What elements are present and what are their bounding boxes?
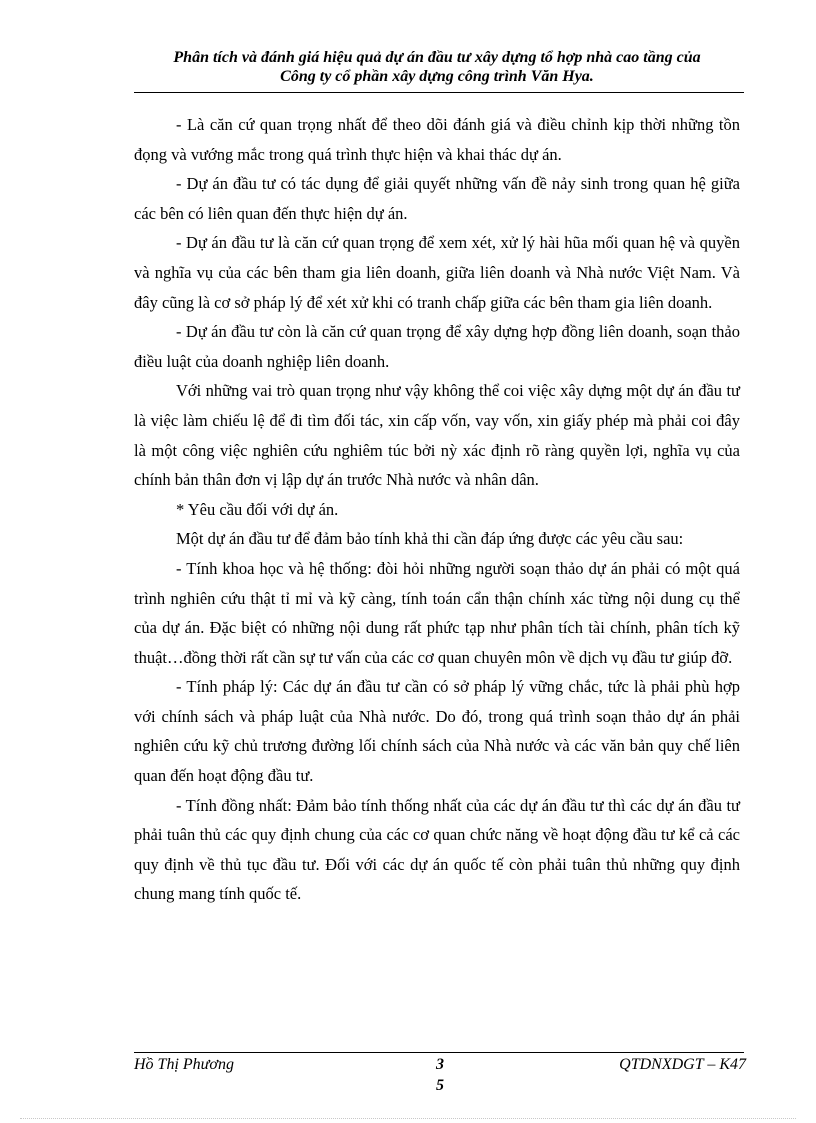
page-number-top: 3 [436, 1056, 444, 1073]
header-divider [134, 92, 744, 93]
document-body [134, 110, 740, 909]
page-header [130, 48, 744, 86]
paragraph-requirements-intro: Một dự án đầu tư để đảm bảo tính khả thi cần đáp ứng được các yêu cầu sau: [176, 529, 684, 549]
paragraph-contract-basis: - Dự án đầu tư còn là căn cứ quan trọng để xây dựng hợp đồng liên doanh, soạn thảo điều luật của doanh nghiệp liên doanh. [134, 322, 740, 371]
page-number-bottom: 5 [436, 1077, 444, 1094]
paragraph-scientific-systematic: - Tính khoa học và hệ thống: đòi hỏi những người soạn thảo dự án phải có một quá trình nghiên cứu thật tỉ mỉ và kỹ càng, tính toán cẩn thận chính xác từng nội dung cụ thể của dự án. Đặc biệt có những nội dung rất phức tạp như phân tích tài chính, phân tích kỹ thuật…đồng thời rất cần sự tư vấn của các cơ quan chuyên môn về dịch vụ đầu tư giúp đỡ. [134, 558, 740, 667]
page-edge-divider [20, 1118, 796, 1119]
paragraph-importance: Với những vai trò quan trọng như vậy không thể coi việc xây dựng một dự án đầu tư là việc làm chiếu lệ để đi tìm đối tác, xin cấp vốn, vay vốn, xin giấy phép mà phải coi đây là một công việc nghiên cứu nghiêm túc bởi nỳ xác định rõ ràng quyền lợi, nghĩa vụ của chính bản thân đơn vị lập dự án trước Nhà nước và nhân dân. [134, 381, 740, 490]
paragraph-uniformity: - Tính đồng nhất: Đảm bảo tính thống nhất của các dự án đầu tư thì các dự án đầu tư phải tuân thủ các quy định chung của các cơ quan chức năng về hoạt động đầu tư kể cả các quy định về thủ tục đầu tư. Đối với các dự án quốc tế còn phải tuân thủ những quy định chung mang tính quốc tế. [134, 795, 740, 904]
footer-author: Hồ Thị Phương [134, 1056, 234, 1073]
paragraph-resolve-issues: - Dự án đầu tư có tác dụng để giải quyết những vấn đề nảy sinh trong quan hệ giữa các bên có liên quan đến thực hiện dự án. [134, 174, 740, 223]
footer-divider [134, 1052, 744, 1053]
header-title-line-1: Phân tích và đánh giá hiệu quả dự án đầu tư xây dựng tổ hợp nhà cao tầng của [173, 49, 701, 66]
paragraph-basis-monitoring: - Là căn cứ quan trọng nhất để theo dõi đánh giá và điều chỉnh kịp thời những tồn đọng và vướng mắc trong quá trình thực hiện và khai thác dự án. [134, 115, 740, 164]
paragraph-requirements-heading: * Yêu cầu đối với dự án. [176, 499, 339, 519]
header-title-line-2: Công ty cổ phần xây dựng công trình Văn Hya. [280, 68, 594, 85]
paragraph-joint-venture-relations: - Dự án đầu tư là căn cứ quan trọng để xem xét, xử lý hài hũa mối quan hệ và quyền và nghĩa vụ của các bên tham gia liên doanh, giữa liên doanh và Nhà nước Việt Nam. Và đây cũng là cơ sở pháp lý để xét xử khi có tranh chấp giữa các bên tham gia liên doanh. [134, 233, 740, 312]
paragraph-legal: - Tính pháp lý: Các dự án đầu tư cần có sở pháp lý vững chắc, tức là phải phù hợp với chính sách và pháp luật của Nhà nước. Do đó, trong quá trình soạn thảo dự án phải nghiên cứu kỹ chủ trương đường lối chính sách của Nhà nước và các văn bản quy chế liên quan đến hoạt động đầu tư. [134, 677, 740, 786]
footer-course-code: QTDNXDGT – K47 [619, 1056, 746, 1073]
